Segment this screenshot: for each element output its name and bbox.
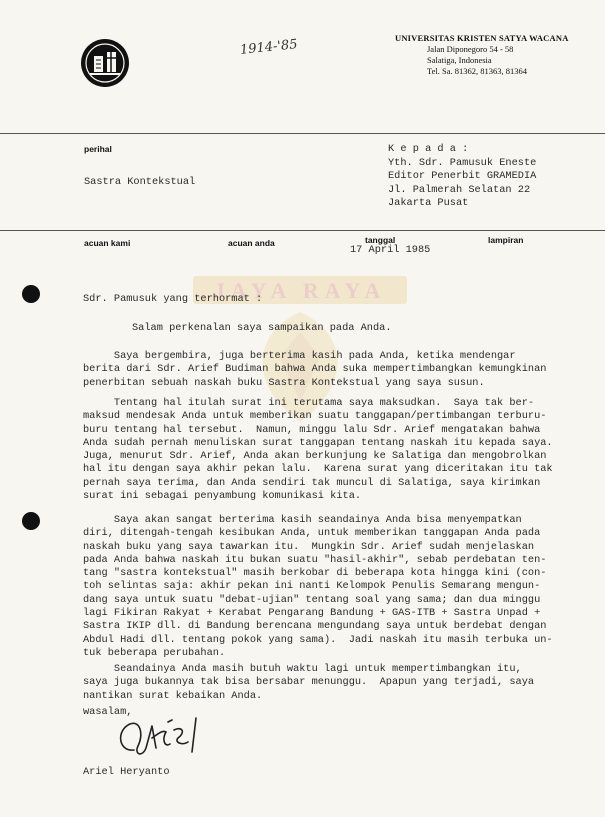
paragraph-4 <box>83 663 553 703</box>
tanggal-value: 17 April 1985 <box>350 244 431 256</box>
closing: wasalam, <box>83 706 133 718</box>
university-name: UNIVERSITAS KRISTEN SATYA WACANA <box>395 33 569 43</box>
salutation: Sdr. Pamusuk yang terhormat : <box>83 293 263 305</box>
body-line: surat ini sebagai penyambung komunikasi kita. <box>83 490 362 503</box>
body-line: berita dari Sdr. Arief Budiman bahwa Anda suka mempertimbangkan kemungkinan <box>83 363 547 376</box>
perihal-label: perihal <box>84 144 112 154</box>
body-line: Sastra IKIP dll. di Bandung berencana mengundang saya untuk berdebat dengan <box>83 620 547 633</box>
body-line: maksud mendesak Anda untuk memberikan suatu tanggapan/pertimbangan terburu- <box>83 410 547 423</box>
university-phone: Tel. Sa. 81362, 81363, 81364 <box>427 66 527 76</box>
recipient-line: Jakarta Pusat <box>388 196 469 209</box>
body-line: Juga, menurut Sdr. Arief, Anda akan berkunjung ke Salatiga dan mengobrolkan <box>83 450 547 463</box>
body-line: hal itu dengan saya akhir pekan lalu. Karena surat yang diceritakan itu tak <box>83 463 553 476</box>
body-line: naskah buku yang saya tawarkan itu. Mungkin Sdr. Arief sudah menjelaskan <box>83 540 535 553</box>
body-line: pernah saya terima, dan Anda sendiri tak muncul di Salatiga, saya kirimkan <box>83 476 541 489</box>
body-line: nantikan surat kebaikan Anda. <box>83 689 263 702</box>
body-line: tuk beberapa perubahan. <box>83 646 226 659</box>
body-line: Seandainya Anda masih butuh waktu lagi untuk mempertimbangkan itu, <box>83 663 522 675</box>
body-line: saya juga bukannya tak bisa bersabar menunggu. Apapun yang terjadi, saya <box>83 676 535 689</box>
body-line: Saya akan sangat berterima kasih seandainya Anda bisa menyempatkan <box>83 514 522 526</box>
recipient-line: Editor Penerbit GRAMEDIA <box>388 170 537 183</box>
university-address: Jalan Diponegoro 54 - 58 <box>427 44 514 54</box>
body-line: lagi Fikiran Rakyat + Kerabat Pengarang Bandung + GAS-ITB + Sastra Unpad + <box>83 607 541 620</box>
acuan-kami-label: acuan kami <box>84 238 131 248</box>
intro-line: Salam perkenalan saya sampaikan pada Anda. <box>132 322 392 334</box>
recipient-address <box>388 157 536 210</box>
body-line: tang "sastra kontekstual" masih berkobar di beberapa kota hingga kini (con- <box>83 567 547 580</box>
tanggal-label: tanggal <box>365 235 396 245</box>
body-line: dang saya untuk suatu "debat-ujian" tentang soal yang sama; dan dua minggu <box>83 593 541 606</box>
handwritten-signature <box>112 708 222 763</box>
university-city: Salatiga, Indonesia <box>427 55 492 65</box>
kepada-label: K e p a d a : <box>388 143 469 155</box>
paragraph-3 <box>83 514 553 660</box>
body-line: Anda sudah pernah menuliskan surat tanggapan tentang naskah itu kepada saya. <box>83 436 553 449</box>
body-line: Saya bergembira, juga berterima kasih pada Anda, ketika mendengar <box>83 350 516 362</box>
fields-divider <box>0 230 605 231</box>
university-logo <box>80 38 130 88</box>
punch-hole <box>22 285 40 303</box>
body-line: penerbitan sebuah naskah buku Sastra Kontekstual yang saya susun. <box>83 376 485 389</box>
body-line: diri, ditengah-tengah kesibukan Anda, untuk memberikan tanggapan Anda pada <box>83 527 541 540</box>
body-line: buru tentang hal tersebut. Namun, minggu lalu Sdr. Arief mengatakan bahwa <box>83 423 541 436</box>
perihal-value: Sastra Kontekstual <box>84 176 196 188</box>
body-line: toh selintas saja: akhir pekan ini nanti Kelompok Penulis Semarang mengun- <box>83 580 541 593</box>
header-divider <box>0 133 605 134</box>
paragraph-2 <box>83 397 553 503</box>
acuan-anda-label: acuan anda <box>228 238 275 248</box>
signature-name: Ariel Heryanto <box>83 766 170 778</box>
punch-hole <box>22 512 40 530</box>
letterhead <box>395 33 569 77</box>
lampiran-label: lampiran <box>488 235 524 245</box>
recipient-line: Yth. Sdr. Pamusuk Eneste <box>388 157 537 169</box>
handwritten-note: 1914-'85 <box>239 37 299 58</box>
body-line: pada Anda bahwa naskah itu bukan suatu "hasil-akhir", sebab perdebatan ten- <box>83 553 547 566</box>
body-line: Abdul Hadi dll. tentang pokok yang sama). Jadi naskah itu masih terbuka un- <box>83 633 553 646</box>
recipient-line: Jl. Palmerah Selatan 22 <box>388 183 531 196</box>
watermark-text: JAYA RAYA <box>213 278 387 303</box>
paragraph-1 <box>83 350 553 390</box>
body-line: Tentang hal itulah surat ini terutama saya maksudkan. Saya tak ber- <box>83 397 535 409</box>
